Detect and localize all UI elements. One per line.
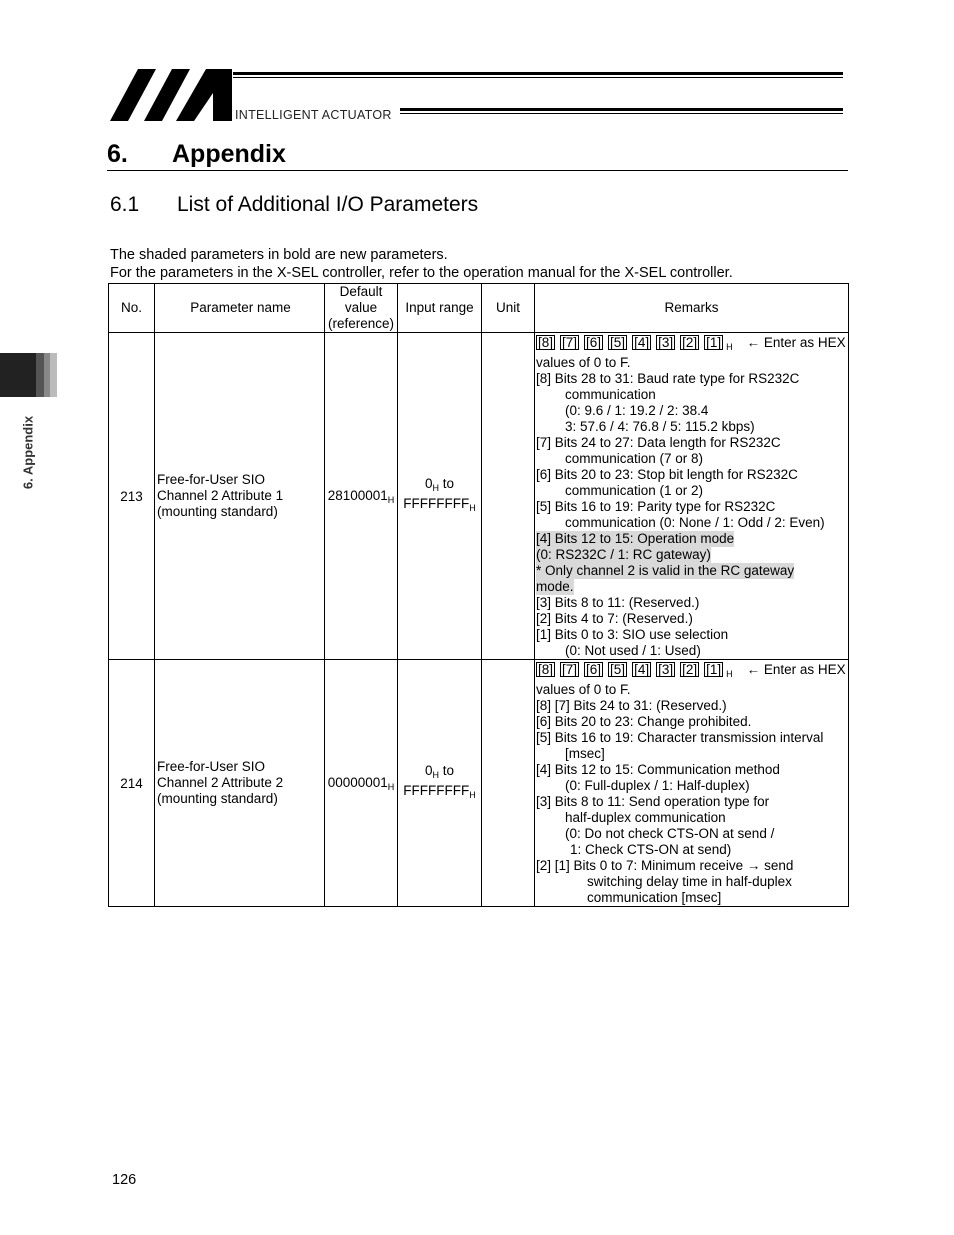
remark-line: [8] [7] Bits 24 to 31: (Reserved.) — [536, 698, 727, 713]
logo-text: INTELLIGENT ACTUATOR — [235, 108, 392, 122]
side-tab-label: 6. Appendix — [20, 415, 36, 490]
header-no: No. — [109, 284, 155, 333]
section-heading — [110, 193, 479, 217]
remark-line: [4] Bits 12 to 15: Operation mode — [536, 531, 735, 546]
param-range — [398, 333, 482, 660]
range-min: 0 — [424, 476, 433, 491]
remark-line: (0: 9.6 / 1: 19.2 / 2: 38.4 — [565, 403, 709, 418]
hex-note: ← Enter as HEX — [746, 335, 846, 350]
hex-digit-box: [4] — [634, 662, 650, 677]
remark-line: [6] Bits 20 to 23: Stop bit length for RS232C — [536, 467, 798, 482]
remark-line: mode. — [536, 579, 574, 594]
hex-digit-box: [5] — [610, 662, 626, 677]
remark-line: switching delay time in half-duplex — [587, 874, 792, 889]
section-title: List of Additional I/O Parameters — [177, 193, 479, 216]
header-default: Default value (reference) — [325, 284, 398, 333]
param-unit — [482, 333, 535, 660]
intro-text — [110, 246, 733, 282]
param-name — [155, 333, 325, 660]
remark-line: [msec] — [565, 746, 605, 761]
remark-line: communication [msec] — [587, 890, 722, 905]
side-tab-stripe — [50, 353, 57, 397]
remark-line: values of 0 to F. — [536, 682, 631, 697]
remark-line: [8] Bits 28 to 31: Baud rate type for RS232C — [536, 371, 800, 386]
remark-line: communication (7 or 8) — [565, 451, 704, 466]
range-to: to — [439, 476, 455, 491]
param-no: 214 — [109, 660, 155, 907]
hex-digit-box: [2] — [682, 335, 698, 350]
hex-subscript: H — [726, 669, 733, 679]
range-max: FFFFFFFF — [403, 783, 470, 798]
remark-line: (0: Full-duplex / 1: Half-duplex) — [565, 778, 750, 793]
range-to: to — [439, 763, 455, 778]
remark-line: [2] [1] Bits 0 to 7: Minimum receive → send — [536, 858, 794, 873]
logo-rule — [400, 113, 843, 114]
hex-digit-box: [7] — [562, 662, 578, 677]
remark-line: [6] Bits 20 to 23: Change prohibited. — [536, 714, 752, 729]
intro-line: For the parameters in the X-SEL controller, refer to the operation manual for the X-SEL controller. — [110, 265, 733, 281]
param-range — [398, 660, 482, 907]
hex-subscript: H — [469, 503, 476, 513]
remark-line: values of 0 to F. — [536, 355, 631, 370]
logo-rule — [400, 108, 843, 111]
table-row — [109, 333, 849, 660]
default-value: 00000001 — [327, 774, 388, 790]
chapter-title: Appendix — [172, 140, 286, 168]
side-tab-dark — [0, 353, 36, 397]
param-name-line: Channel 2 Attribute 1 — [157, 488, 284, 503]
param-remarks — [535, 660, 849, 907]
hex-digit-box: [6] — [586, 335, 602, 350]
param-name-line: (mounting standard) — [157, 791, 278, 806]
hex-subscript: H — [432, 770, 439, 780]
remark-line: communication (0: None / 1: Odd / 2: Even) — [565, 515, 825, 530]
param-name — [155, 660, 325, 907]
remark-line: half-duplex communication — [565, 810, 726, 825]
param-default — [325, 660, 398, 907]
hex-digit-box: [7] — [562, 335, 578, 350]
chapter-heading — [107, 140, 286, 169]
remark-line: (0: RS232C / 1: RC gateway) — [536, 547, 711, 562]
logo-rule — [233, 72, 843, 75]
param-remarks — [535, 333, 849, 660]
side-tab-stripe — [36, 353, 44, 397]
header-remarks: Remarks — [535, 284, 849, 333]
intro-line: The shaded parameters in bold are new parameters. — [110, 247, 448, 263]
chapter-number: 6. — [107, 140, 128, 168]
hex-subscript: H — [469, 790, 476, 800]
param-name-line: Free-for-User SIO — [157, 472, 266, 487]
remark-line: 1: Check CTS-ON at send) — [570, 842, 732, 857]
remark-line: [7] Bits 24 to 27: Data length for RS232C — [536, 435, 781, 450]
remark-line: [4] Bits 12 to 15: Communication method — [536, 762, 780, 777]
hex-digit-box: [5] — [610, 335, 626, 350]
range-max: FFFFFFFF — [403, 496, 470, 511]
header-unit: Unit — [482, 284, 535, 333]
hex-subscript: H — [726, 342, 733, 352]
param-default — [325, 333, 398, 660]
table-header-row — [109, 284, 849, 333]
param-name-line: Free-for-User SIO — [157, 759, 266, 774]
remark-line: (0: Do not check CTS-ON at send / — [565, 826, 775, 841]
parameter-table — [108, 283, 849, 907]
remark-line: 3: 57.6 / 4: 76.8 / 5: 115.2 kbps) — [565, 419, 755, 434]
table-row — [109, 660, 849, 907]
hex-digit-box: [1] — [706, 335, 722, 350]
hex-subscript: H — [387, 781, 395, 792]
range-min: 0 — [424, 763, 433, 778]
logo-rule — [233, 77, 843, 78]
default-value: 28100001 — [327, 487, 388, 503]
hex-digit-box: [3] — [658, 662, 674, 677]
chapter-rule — [107, 170, 848, 171]
remark-line: [1] Bits 0 to 3: SIO use selection — [536, 627, 729, 642]
iai-logo-icon — [110, 69, 235, 123]
remark-line: communication — [565, 387, 656, 402]
remark-line: communication (1 or 2) — [565, 483, 704, 498]
header-range: Input range — [398, 284, 482, 333]
param-no: 213 — [109, 333, 155, 660]
hex-digit-box: [6] — [586, 662, 602, 677]
remark-line: * Only channel 2 is valid in the RC gateway — [536, 563, 795, 578]
remark-line: (0: Not used / 1: Used) — [565, 643, 701, 658]
remark-line: [2] Bits 4 to 7: (Reserved.) — [536, 611, 693, 626]
hex-digit-box: [3] — [658, 335, 674, 350]
hex-subscript: H — [432, 483, 439, 493]
page-number: 126 — [112, 1172, 137, 1188]
hex-digit-box: [4] — [634, 335, 650, 350]
param-name-line: Channel 2 Attribute 2 — [157, 775, 284, 790]
remark-line: [3] Bits 8 to 11: Send operation type for — [536, 794, 770, 809]
remark-line: [5] Bits 16 to 19: Character transmission interval — [536, 730, 824, 745]
hex-layout-row — [536, 661, 848, 682]
header-name: Parameter name — [155, 284, 325, 333]
hex-digit-box: [8] — [538, 662, 554, 677]
hex-digit-box: [1] — [706, 662, 722, 677]
section-number: 6.1 — [110, 193, 140, 216]
hex-note: ← Enter as HEX — [746, 662, 846, 677]
remark-line: [5] Bits 16 to 19: Parity type for RS232C — [536, 499, 776, 514]
param-unit — [482, 660, 535, 907]
remark-line: [3] Bits 8 to 11: (Reserved.) — [536, 595, 700, 610]
hex-digit-box: [2] — [682, 662, 698, 677]
hex-layout-row — [536, 334, 848, 355]
hex-subscript: H — [387, 494, 395, 505]
hex-digit-box: [8] — [538, 335, 554, 350]
param-name-line: (mounting standard) — [157, 504, 278, 519]
